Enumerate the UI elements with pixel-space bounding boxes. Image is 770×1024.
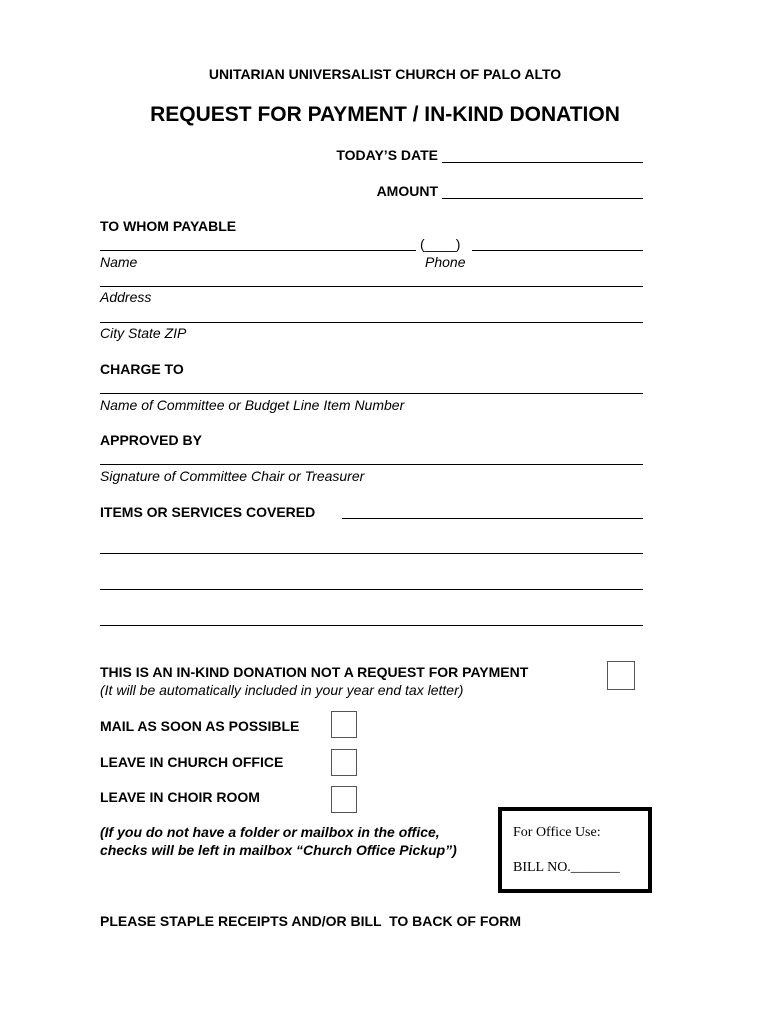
items-covered-field-1[interactable] [342, 518, 643, 519]
in-kind-donation-checkbox[interactable] [607, 661, 635, 690]
phone-area-code[interactable]: (____) [420, 236, 461, 252]
office-use-title: For Office Use: [513, 825, 601, 840]
charge-to-caption: Name of Committee or Budget Line Item Number [100, 397, 405, 413]
mailbox-note-line-2: checks will be left in mailbox “Church Office Pickup”) [100, 842, 457, 858]
charge-to-field[interactable] [100, 393, 643, 394]
organization-name: UNITARIAN UNIVERSALIST CHURCH OF PALO ALTO [208, 66, 562, 82]
address-field[interactable] [100, 286, 643, 287]
mail-asap-checkbox[interactable] [331, 711, 357, 738]
bill-number-field[interactable]: BILL NO._______ [513, 860, 620, 875]
phone-caption: Phone [425, 254, 466, 270]
form-title: REQUEST FOR PAYMENT / IN-KIND DONATION [150, 103, 620, 126]
in-kind-donation-note: (It will be automatically included in your year end tax letter) [100, 682, 464, 698]
todays-date-field[interactable] [442, 162, 643, 163]
address-caption: Address [100, 289, 152, 305]
leave-in-office-label: LEAVE IN CHURCH OFFICE [100, 754, 284, 770]
leave-in-choir-room-checkbox[interactable] [331, 786, 357, 813]
items-covered-field-4[interactable] [100, 625, 643, 626]
charge-to-heading: CHARGE TO [100, 361, 184, 377]
items-covered-heading: ITEMS OR SERVICES COVERED [100, 504, 316, 520]
approved-by-signature-field[interactable] [100, 464, 643, 465]
payee-phone-field[interactable] [472, 250, 643, 251]
leave-in-choir-room-label: LEAVE IN CHOIR ROOM [100, 789, 260, 805]
amount-field[interactable] [442, 198, 643, 199]
office-use-box [498, 807, 652, 893]
mailbox-note-line-1: (If you do not have a folder or mailbox in the office, [100, 824, 440, 840]
leave-in-office-checkbox[interactable] [331, 749, 357, 776]
staple-receipts-instruction: PLEASE STAPLE RECEIPTS AND/OR BILL TO BACK OF FORM [100, 913, 522, 929]
payee-name-field[interactable] [100, 250, 416, 251]
in-kind-donation-label: THIS IS AN IN-KIND DONATION NOT A REQUEST FOR PAYMENT [100, 664, 529, 680]
items-covered-field-3[interactable] [100, 589, 643, 590]
amount-label: AMOUNT [376, 183, 438, 199]
todays-date-label: TODAY’S DATE [336, 147, 438, 163]
items-covered-field-2[interactable] [100, 553, 643, 554]
city-state-zip-field[interactable] [100, 322, 643, 323]
approved-by-caption: Signature of Committee Chair or Treasurer [100, 468, 365, 484]
to-whom-payable-heading: TO WHOM PAYABLE [100, 218, 237, 234]
mail-asap-label: MAIL AS SOON AS POSSIBLE [100, 718, 300, 734]
city-state-zip-caption: City State ZIP [100, 325, 187, 341]
approved-by-heading: APPROVED BY [100, 432, 202, 448]
name-caption: Name [100, 254, 138, 270]
